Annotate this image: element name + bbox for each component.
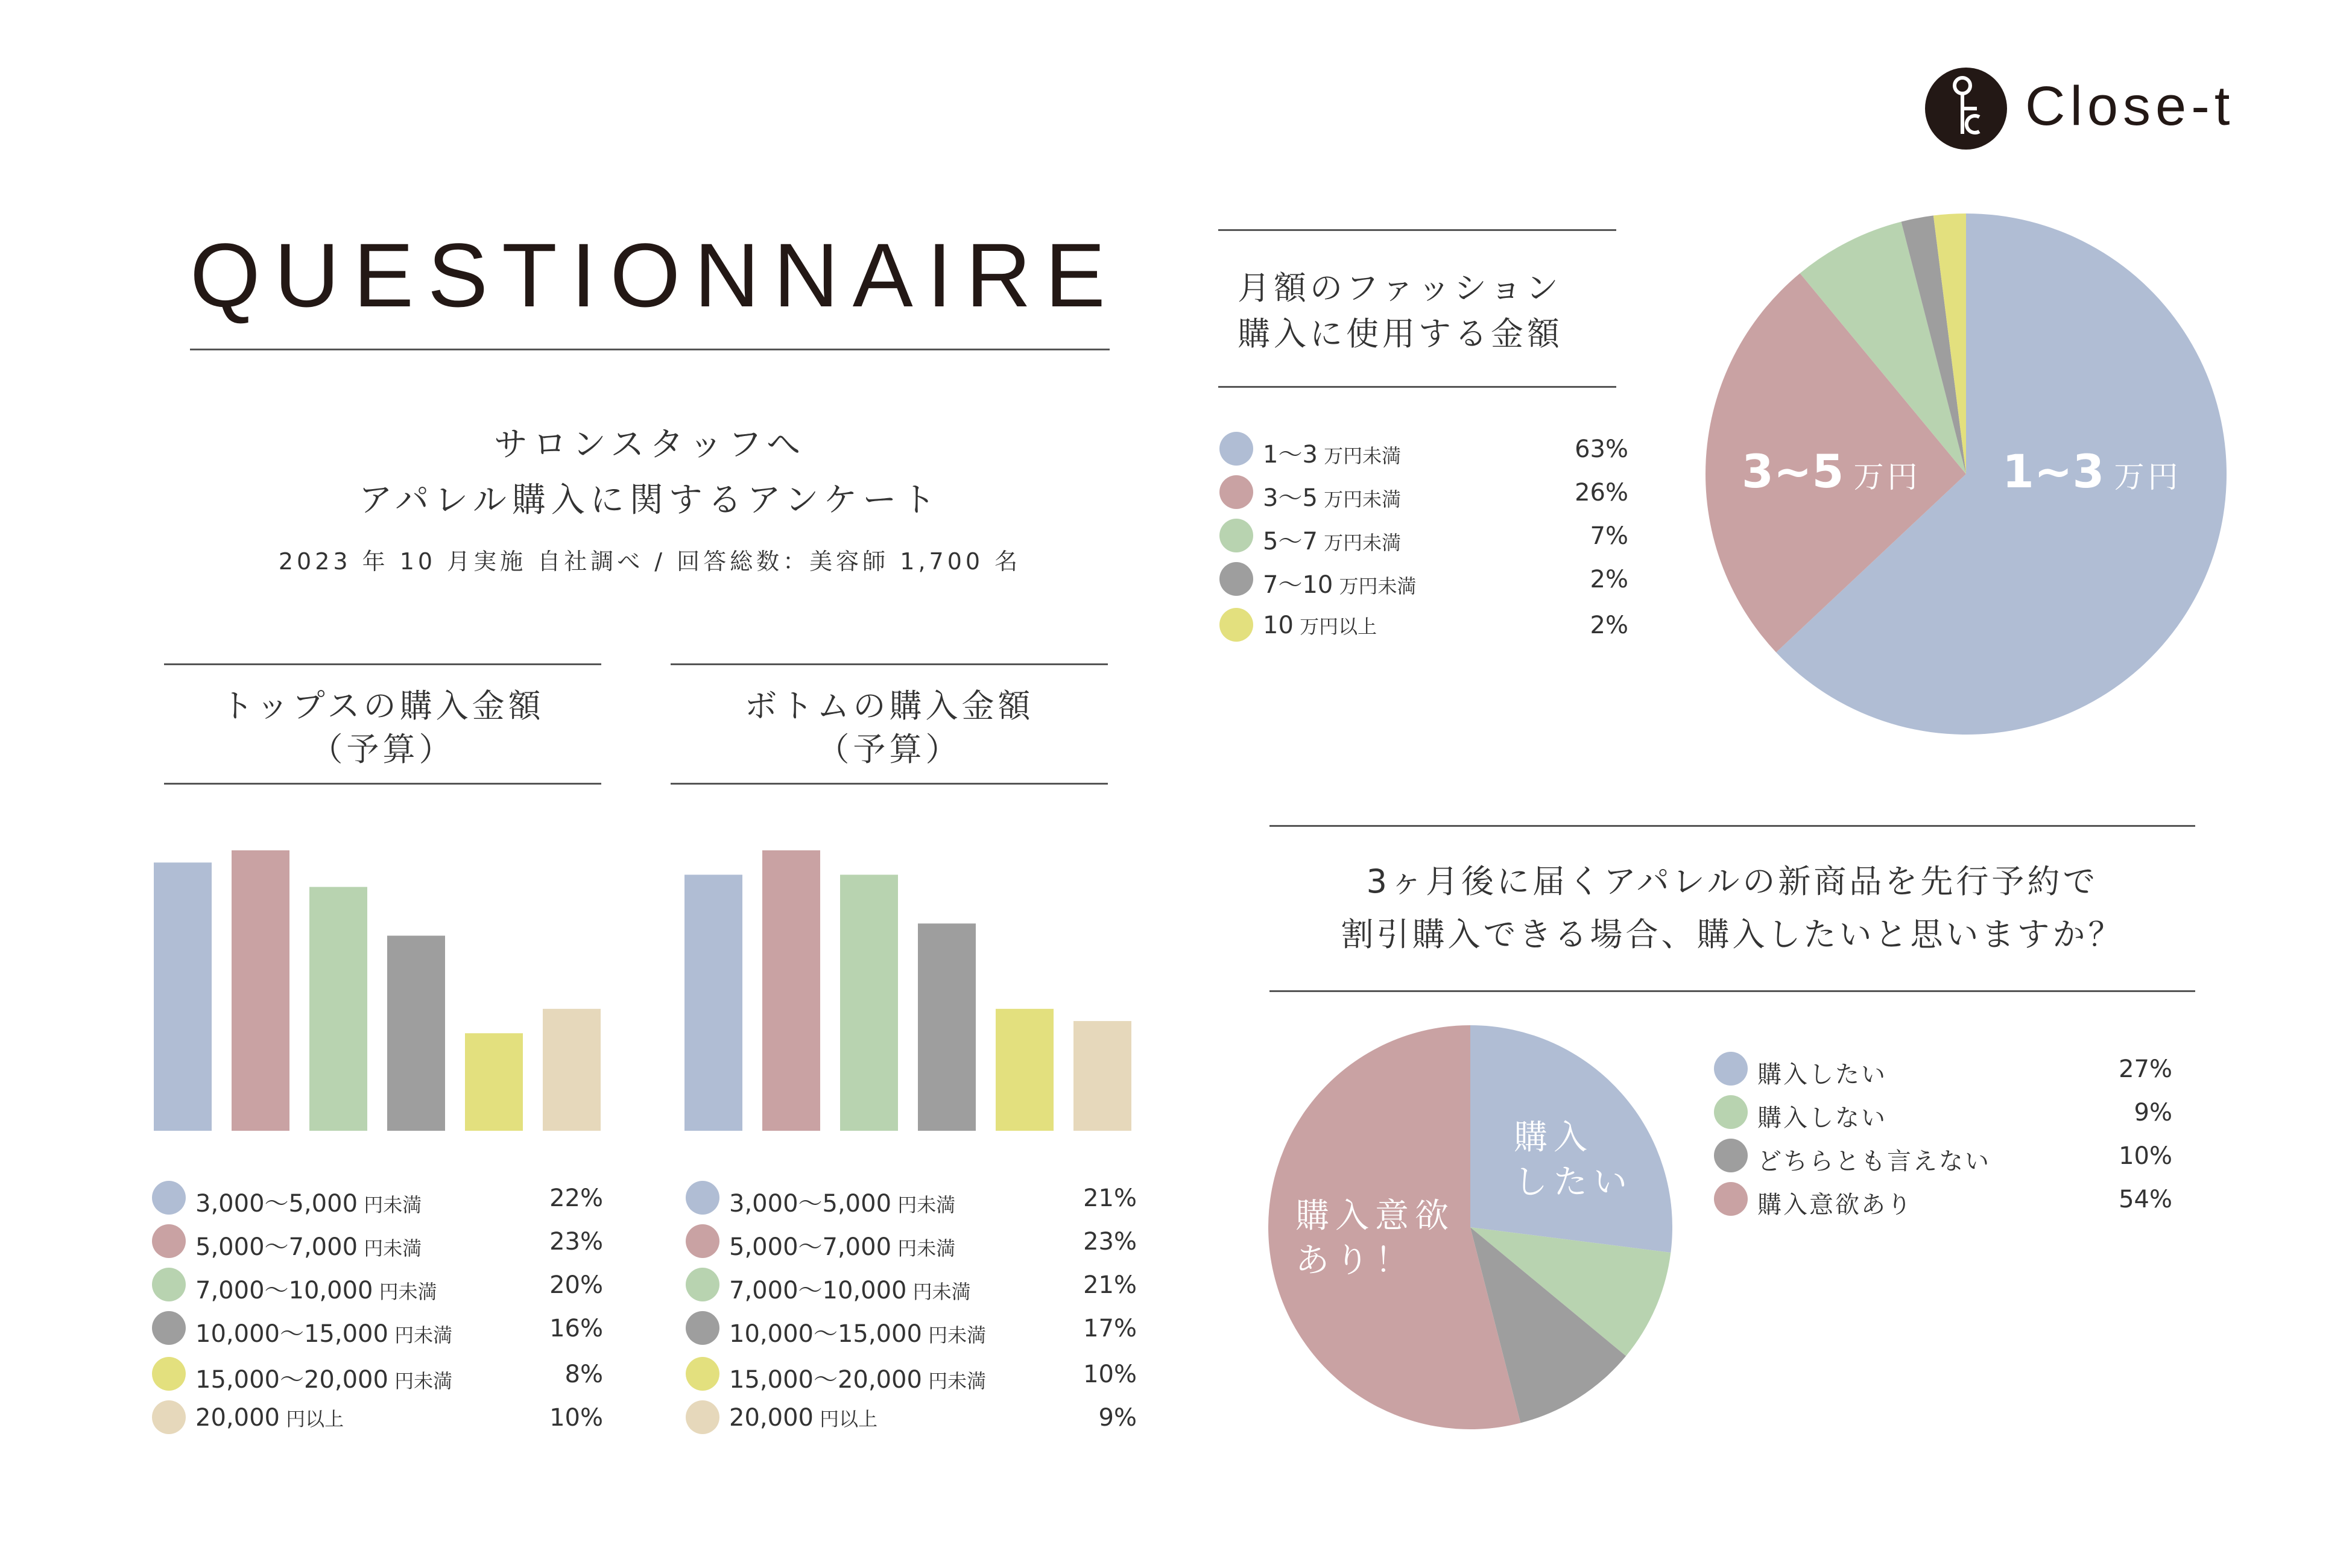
monthly-legend-label <box>1263 479 1401 513</box>
monthly-legend <box>1219 432 1630 649</box>
bottoms-title-line1: ボトムの購入金額 <box>744 687 1034 725</box>
tops-legend-label <box>195 1404 344 1432</box>
tops-legend-item <box>152 1357 603 1393</box>
preorder-legend-item <box>1714 1095 2172 1131</box>
preorder-legend-percent: 10% <box>2119 1142 2172 1170</box>
preorder-legend-percent: 54% <box>2119 1186 2172 1213</box>
monthly-title-line2: 購入に使用する金額 <box>1238 315 1563 353</box>
monthly-legend-unit: 万円未満 <box>1317 531 1402 554</box>
tops-legend-item <box>152 1268 603 1304</box>
bottoms-legend-percent: 21% <box>1083 1271 1137 1299</box>
tops-bar-4 <box>387 936 445 1131</box>
preorder-pie-chart <box>1254 1013 1701 1447</box>
tops-legend-percent: 20% <box>549 1271 603 1299</box>
monthly-title-line1: 月額のファッション <box>1238 269 1562 307</box>
tops-legend-item <box>152 1224 603 1260</box>
tops-legend-unit: 円未満 <box>358 1237 422 1260</box>
bottoms-legend-unit: 円未満 <box>922 1324 987 1347</box>
monthly-legend-swatch <box>1219 475 1253 509</box>
tops-legend-range: 5,000〜7,000 <box>195 1233 358 1261</box>
preorder-title-top-rule <box>1269 825 2195 827</box>
monthly-legend-range: 5〜7 <box>1263 528 1318 555</box>
bottoms-bar-4 <box>918 923 976 1131</box>
preorder-legend-item <box>1714 1139 2172 1175</box>
bottoms-legend-unit: 円以上 <box>813 1408 878 1430</box>
monthly-legend-percent: 2% <box>1590 566 1628 593</box>
tops-title-line1: トップスの購入金額 <box>221 687 545 725</box>
monthly-legend-item <box>1219 608 1628 644</box>
preorder-legend-swatch <box>1714 1052 1748 1086</box>
tops-bar-2 <box>232 850 289 1131</box>
bottoms-legend <box>686 1181 1138 1434</box>
bottoms-title-bottom-rule <box>671 783 1108 785</box>
monthly-legend-swatch <box>1219 562 1253 596</box>
bottoms-legend-label <box>729 1184 955 1219</box>
preorder-title-line2: 割引購入できる場合、購入したいと思いますか？ <box>1341 915 2124 953</box>
tops-legend-label <box>195 1315 452 1349</box>
monthly-legend-range: 7〜10 <box>1263 571 1333 599</box>
tops-legend-unit: 円未満 <box>358 1193 422 1216</box>
tops-legend-item <box>152 1400 603 1437</box>
monthly-slice-label-1: 1~3 万円 <box>2002 444 2182 498</box>
bottoms-bar-5 <box>996 1009 1054 1131</box>
tops-legend-unit: 円以上 <box>279 1408 344 1430</box>
title-divider <box>190 349 1110 350</box>
bottoms-legend-swatch <box>686 1311 719 1345</box>
tops-legend-label <box>195 1184 422 1219</box>
tops-legend-unit: 円未満 <box>373 1280 437 1303</box>
bottoms-bar-6 <box>1073 1021 1131 1131</box>
tops-legend-unit: 円未満 <box>388 1324 453 1347</box>
monthly-legend-percent: 7% <box>1590 522 1628 550</box>
tops-legend-range: 15,000〜20,000 <box>195 1366 388 1394</box>
monthly-legend-label <box>1263 522 1401 557</box>
tops-bar-1 <box>154 862 212 1131</box>
monthly-legend-unit: 万円以上 <box>1293 615 1377 638</box>
preorder-slice-label-line: 購入 <box>1514 1118 1593 1157</box>
monthly-title-top-rule <box>1218 229 1616 231</box>
survey-subtitle-line2: アパレル購入に関するアンケート <box>358 481 941 520</box>
survey-note: 2023 年 10 月実施 自社調べ / 回答総数：美容師 1,700 名 <box>278 548 1022 575</box>
preorder-legend-percent: 27% <box>2119 1055 2172 1083</box>
monthly-legend-swatch <box>1219 432 1253 466</box>
monthly-title-bottom-rule <box>1218 386 1616 388</box>
bottoms-legend-percent: 10% <box>1083 1361 1137 1388</box>
tops-legend-swatch <box>152 1311 186 1345</box>
tops-legend-percent: 10% <box>549 1404 603 1432</box>
monthly-chart-title <box>1238 265 1611 357</box>
bottoms-legend-item <box>686 1357 1137 1393</box>
monthly-pie-chart <box>1689 199 2243 754</box>
page-title: QUESTIONNAIRE <box>190 224 1119 326</box>
monthly-legend-item <box>1219 519 1628 555</box>
tops-legend-label <box>195 1228 422 1262</box>
brand-logo <box>1924 66 2262 151</box>
bottoms-legend-label <box>729 1315 986 1349</box>
preorder-legend-item <box>1714 1052 2172 1088</box>
bottoms-legend-swatch <box>686 1357 719 1391</box>
monthly-legend-range: 3〜5 <box>1263 484 1318 512</box>
tops-legend-range: 10,000〜15,000 <box>195 1320 388 1348</box>
preorder-legend-item <box>1714 1182 2172 1218</box>
bottoms-legend-item <box>686 1181 1137 1217</box>
bottoms-legend-item <box>686 1268 1137 1304</box>
tops-legend-swatch <box>152 1224 186 1258</box>
bottoms-legend-range: 3,000〜5,000 <box>729 1190 892 1218</box>
tops-legend-swatch <box>152 1400 186 1434</box>
monthly-legend-unit: 万円未満 <box>1317 444 1402 467</box>
bottoms-legend-item <box>686 1311 1137 1347</box>
preorder-legend-swatch <box>1714 1182 1748 1216</box>
bottoms-legend-range: 5,000〜7,000 <box>729 1233 892 1261</box>
tops-legend-unit: 円未満 <box>388 1370 453 1393</box>
bottoms-legend-item <box>686 1400 1137 1437</box>
preorder-slice-label-line: 購入意欲 <box>1295 1197 1455 1236</box>
monthly-legend-label <box>1263 435 1401 470</box>
preorder-legend-swatch <box>1714 1095 1748 1129</box>
monthly-legend-item <box>1219 475 1628 511</box>
tops-legend <box>152 1181 604 1434</box>
bottoms-legend-label <box>729 1361 986 1395</box>
bottoms-legend-range: 20,000 <box>729 1404 814 1432</box>
preorder-slice-label-line: あり！ <box>1295 1241 1415 1280</box>
bottoms-legend-swatch <box>686 1268 719 1301</box>
monthly-legend-unit: 万円未満 <box>1333 575 1417 598</box>
bottoms-legend-item <box>686 1224 1137 1260</box>
tops-legend-percent: 8% <box>564 1361 603 1388</box>
bottoms-bar-chart <box>681 832 1146 1134</box>
tops-title-top-rule <box>164 663 601 665</box>
tops-title-line2: （予算） <box>310 730 455 768</box>
preorder-title-bottom-rule <box>1269 990 2195 992</box>
tops-legend-percent: 16% <box>549 1315 603 1342</box>
bottoms-bar-3 <box>840 874 898 1131</box>
bottoms-legend-range: 10,000〜15,000 <box>729 1320 922 1348</box>
monthly-legend-percent: 2% <box>1590 612 1628 639</box>
preorder-legend-label: 購入しない <box>1757 1104 1887 1132</box>
tops-bar-chart <box>151 832 615 1134</box>
bottoms-legend-percent: 21% <box>1083 1184 1137 1212</box>
tops-legend-range: 3,000〜5,000 <box>195 1190 358 1218</box>
tops-legend-label <box>195 1271 437 1306</box>
monthly-legend-label <box>1263 612 1377 639</box>
bottoms-legend-range: 7,000〜10,000 <box>729 1277 907 1304</box>
tops-legend-item <box>152 1311 603 1347</box>
monthly-legend-unit: 万円未満 <box>1317 488 1402 511</box>
tops-bar-6 <box>543 1009 601 1131</box>
bottoms-legend-swatch <box>686 1400 719 1434</box>
bottoms-bar-1 <box>684 874 742 1131</box>
bottoms-title-line2: （予算） <box>817 730 962 768</box>
bottoms-legend-percent: 23% <box>1083 1228 1137 1256</box>
bottoms-legend-swatch <box>686 1181 719 1215</box>
preorder-legend-label: 購入意欲あり <box>1757 1191 1913 1219</box>
tops-bar-5 <box>465 1033 523 1131</box>
bottoms-chart-title <box>671 684 1108 771</box>
tops-legend-swatch <box>152 1357 186 1391</box>
preorder-chart-title <box>1269 855 2195 961</box>
monthly-legend-percent: 63% <box>1575 435 1628 463</box>
tops-legend-swatch <box>152 1268 186 1301</box>
monthly-legend-item <box>1219 432 1628 468</box>
bottoms-legend-range: 15,000〜20,000 <box>729 1366 922 1394</box>
survey-subtitle-line1: サロンスタッフへ <box>493 425 806 464</box>
preorder-title-line1: 3ヶ月後に届くアパレルの新商品を先行予約で <box>1366 862 2099 900</box>
monthly-legend-range: 1〜3 <box>1263 441 1318 469</box>
tops-legend-percent: 23% <box>549 1228 603 1256</box>
bottoms-legend-unit: 円未満 <box>891 1237 956 1260</box>
tops-legend-item <box>152 1181 603 1217</box>
tops-chart-title <box>164 684 601 771</box>
bottoms-legend-label <box>729 1404 877 1432</box>
monthly-slice-label-2: 3~5 万円 <box>1742 444 1921 498</box>
preorder-slice-label-line: したい <box>1514 1163 1633 1202</box>
monthly-legend-percent: 26% <box>1575 479 1628 507</box>
bottoms-legend-swatch <box>686 1224 719 1258</box>
tops-legend-percent: 22% <box>549 1184 603 1212</box>
bottoms-legend-percent: 9% <box>1098 1404 1137 1432</box>
monthly-legend-range: 10 <box>1263 612 1294 639</box>
bottoms-legend-label <box>729 1228 955 1262</box>
brand-name: Close-t <box>2025 75 2235 137</box>
preorder-legend-label: 購入したい <box>1757 1061 1887 1089</box>
preorder-legend-swatch <box>1714 1139 1748 1172</box>
monthly-legend-swatch <box>1219 608 1253 642</box>
tops-legend-range: 7,000〜10,000 <box>195 1277 373 1304</box>
monthly-legend-label <box>1263 566 1417 600</box>
monthly-legend-swatch <box>1219 519 1253 552</box>
tops-legend-range: 20,000 <box>195 1404 280 1432</box>
bottoms-legend-unit: 円未満 <box>906 1280 971 1303</box>
bottoms-legend-label <box>729 1271 971 1306</box>
key-icon <box>1924 66 2008 151</box>
preorder-legend-label: どちらとも言えない <box>1757 1148 1991 1175</box>
bottoms-legend-percent: 17% <box>1083 1315 1137 1342</box>
survey-subtitle <box>190 417 1110 528</box>
tops-title-bottom-rule <box>164 783 601 785</box>
bottoms-title-top-rule <box>671 663 1108 665</box>
bottoms-legend-unit: 円未満 <box>922 1370 987 1393</box>
monthly-legend-item <box>1219 562 1628 598</box>
bottoms-bar-2 <box>762 850 820 1131</box>
preorder-legend-percent: 9% <box>2134 1099 2172 1127</box>
bottoms-legend-unit: 円未満 <box>891 1193 956 1216</box>
tops-bar-3 <box>309 887 367 1131</box>
tops-legend-swatch <box>152 1181 186 1215</box>
tops-legend-label <box>195 1361 452 1395</box>
preorder-legend <box>1714 1052 2172 1233</box>
